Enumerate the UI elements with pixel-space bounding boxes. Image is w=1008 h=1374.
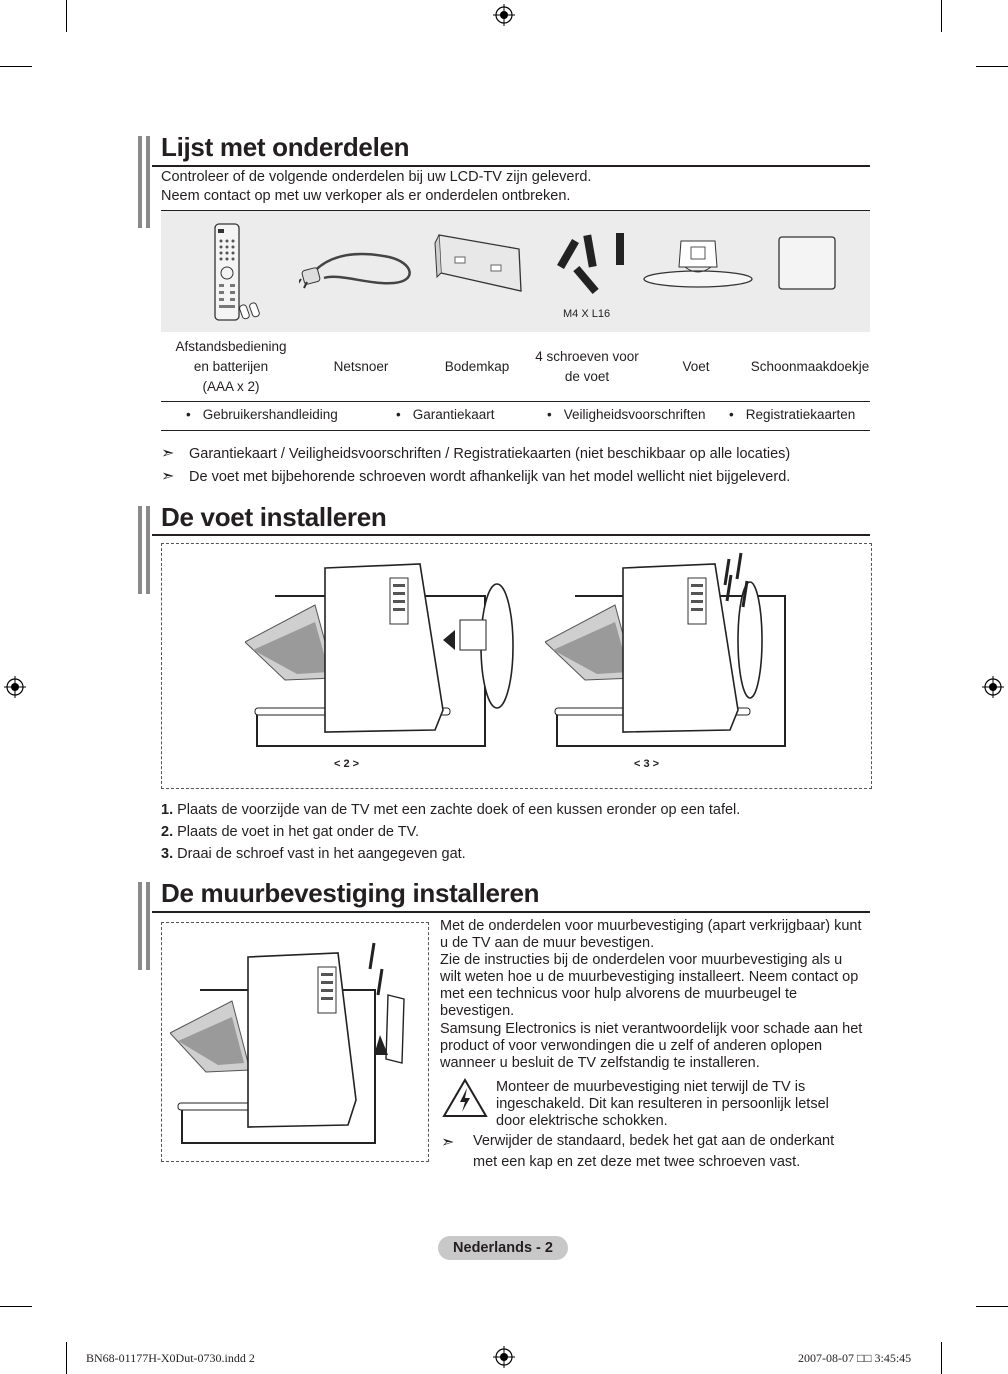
wall-warning-text: Monteer de muurbevestiging niet terwijl de TV is ingeschakeld. Dit kan resulteren in persoonlijk letsel door elektrische schokken. — [496, 1079, 829, 1129]
bottom-cover-icon — [431, 229, 526, 299]
crop-mark — [941, 0, 942, 32]
crop-mark — [66, 1342, 67, 1374]
document-item: • Veiligheidsvoorschriften — [547, 407, 706, 422]
wall-paragraph-2: Zie de instructies bij de onderdelen voor muurbevestiging als u wilt weten hoe u de muurbevestiging installeert. Neem contact op met een technicus voor hulp alvorens de muurbeugel te bevestigen. — [440, 952, 859, 1019]
section-title-wall: De muurbevestiging installeren — [161, 878, 540, 908]
screws-icon — [546, 229, 636, 299]
step-1: 1. Plaats de voorzijde van de TV met een zachte doek of een kussen eronder op een tafel. — [161, 802, 741, 818]
stand-icon — [641, 233, 756, 293]
document-item: • Garantiekaart — [396, 407, 495, 422]
part-label-bottom-cover: Bodemkap — [444, 359, 510, 374]
cleaning-cloth-icon — [775, 233, 839, 293]
crop-mark — [976, 1306, 1008, 1307]
section-marker — [138, 506, 152, 594]
figure-label-step2: < 2 > — [334, 758, 360, 770]
document-item: • Gebruikershandleiding — [186, 407, 338, 422]
crop-mark — [0, 66, 32, 67]
slug-filename: BN68-01177H-X0Dut-0730.indd 2 — [86, 1351, 255, 1365]
registration-mark-icon — [493, 1346, 515, 1368]
crop-mark — [66, 0, 67, 32]
section-title-parts: Lijst met onderdelen — [161, 132, 410, 162]
note-arrow-icon: ➣ — [441, 1134, 455, 1151]
note-stand-optional: ➣ De voet met bijbehorende schroeven wordt afhankelijk van het model wellicht niet bijgeleverd. — [161, 468, 791, 485]
table-rule — [161, 430, 870, 431]
registration-mark-icon — [493, 4, 515, 26]
stand-step3-illustration — [545, 545, 825, 750]
part-label-remote: Afstandsbediening en batterijen (AAA x 2) — [175, 339, 287, 394]
parts-intro-line2: Neem contact op met uw verkoper als er onderdelen ontbreken. — [161, 188, 571, 204]
section-rule — [152, 165, 870, 167]
section-rule — [152, 911, 870, 913]
page-number-badge: Nederlands - 2 — [438, 1236, 568, 1260]
wall-note-line2: met een kap en zet deze met twee schroeven vast. — [473, 1154, 801, 1170]
registration-mark-icon — [982, 676, 1004, 698]
registration-mark-icon — [4, 676, 26, 698]
section-marker — [138, 882, 152, 970]
part-label-screws: 4 schroeven voor de voet — [535, 349, 639, 384]
table-rule — [161, 401, 870, 402]
note-arrow-icon: ➣ — [161, 445, 175, 462]
document-item: • Registratiekaarten — [729, 407, 856, 422]
step-3: 3. Draai de schroef vast in het aangegeven gat. — [161, 846, 466, 862]
wall-paragraph-3: Samsung Electronics is niet verantwoordelijk voor schade aan het product of voor verwondingen die u zelf of anderen oplopen wanneer u besluit de TV zelfstandig te installeren. — [440, 1021, 863, 1071]
section-title-stand: De voet installeren — [161, 502, 387, 532]
wall-note-line1: Verwijder de standaard, bedek het gat aan de onderkant — [473, 1133, 835, 1149]
stand-step2-illustration — [245, 560, 525, 750]
parts-illustration-band — [161, 211, 870, 332]
part-label-cloth: Schoonmaakdoekje — [750, 359, 870, 374]
note-arrow-icon: ➣ — [161, 468, 175, 485]
part-label-stand: Voet — [682, 359, 710, 374]
power-cord-icon — [299, 233, 424, 293]
warning-shock-icon — [442, 1078, 488, 1118]
parts-intro-line1: Controleer of de volgende onderdelen bij uw LCD-TV zijn geleverd. — [161, 169, 592, 185]
remote-control-icon — [201, 221, 271, 326]
crop-mark — [941, 1342, 942, 1374]
screw-spec-label: M4 X L16 — [563, 308, 611, 320]
figure-label-step3: < 3 > — [634, 758, 660, 770]
crop-mark — [0, 1306, 32, 1307]
section-marker — [138, 136, 152, 228]
part-label-power-cord: Netsnoer — [333, 359, 389, 374]
crop-mark — [976, 66, 1008, 67]
wall-mount-illustration — [170, 935, 420, 1150]
wall-paragraph-1: Met de onderdelen voor muurbevestiging (apart verkrijgbaar) kunt u de TV aan de muur bevestigen. — [440, 918, 862, 951]
slug-timestamp: 2007-08-07 □□ 3:45:45 — [798, 1351, 912, 1365]
note-availability: ➣ Garantiekaart / Veiligheidsvoorschriften / Registratiekaarten (niet beschikbaar op alle locaties) — [161, 445, 791, 462]
step-2: 2. Plaats de voet in het gat onder de TV. — [161, 824, 419, 840]
section-rule — [152, 534, 870, 536]
